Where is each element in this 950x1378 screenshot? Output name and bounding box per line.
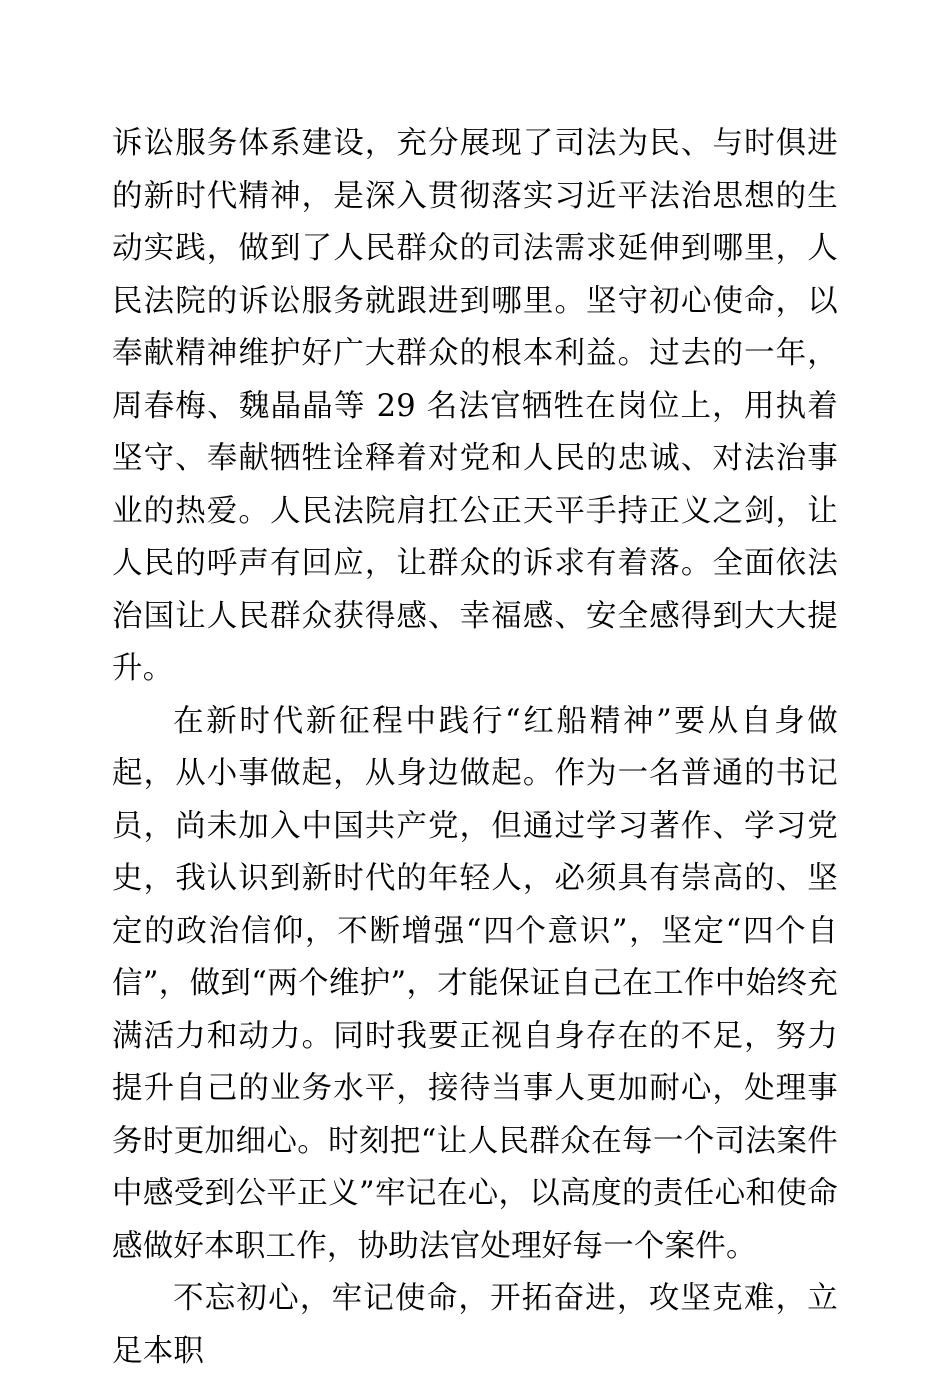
paragraph-1: 诉讼服务体系建设，充分展现了司法为民、与时俱进的新时代精神，是深入贯彻落实习近平法治思想的生动实践，做到了人民群众的司法需求延伸到哪里，人民法院的诉讼服务就跟进到哪里。坚守初心使命，以奉献精神维护好广大群众的根本利益。过去的一年，周春梅、魏晶晶等 29 名法官牺牲在岗位上，用执着坚守、奉献牺牲诠释着对党和人民的忠诚、对法治事业的热爱。人民法院肩扛公正天平手持正义之剑，让人民的呼声有回应，让群众的诉求有着落。全面依法治国让人民群众获得感、幸福感、安全感得到大大提升。 [112,126,838,686]
paragraph-3: 不忘初心，牢记使命，开拓奋进，攻坚克难，立足本职 [112,1281,838,1369]
document-body [112,118,838,1378]
paragraph-2: 在新时代新征程中践行“红船精神”要从自身做起，从小事做起，从身边做起。作为一名普通的书记员，尚未加入中国共产党，但通过学习著作、学习党史，我认识到新时代的年轻人，必须具有崇高的、坚定的政治信仰，不断增强“四个意识”，坚定“四个自信”，做到“两个维护”，才能保证自己在工作中始终充满活力和动力。同时我要正视自身存在的不足，努力提升自己的业务水平，接待当事人更加耐心，处理事务时更加细心。时刻把“让人民群众在每一个司法案件中感受到公平正义”牢记在心，以高度的责任心和使命感做好本职工作，协助法官处理好每一个案件。 [112,703,838,1264]
